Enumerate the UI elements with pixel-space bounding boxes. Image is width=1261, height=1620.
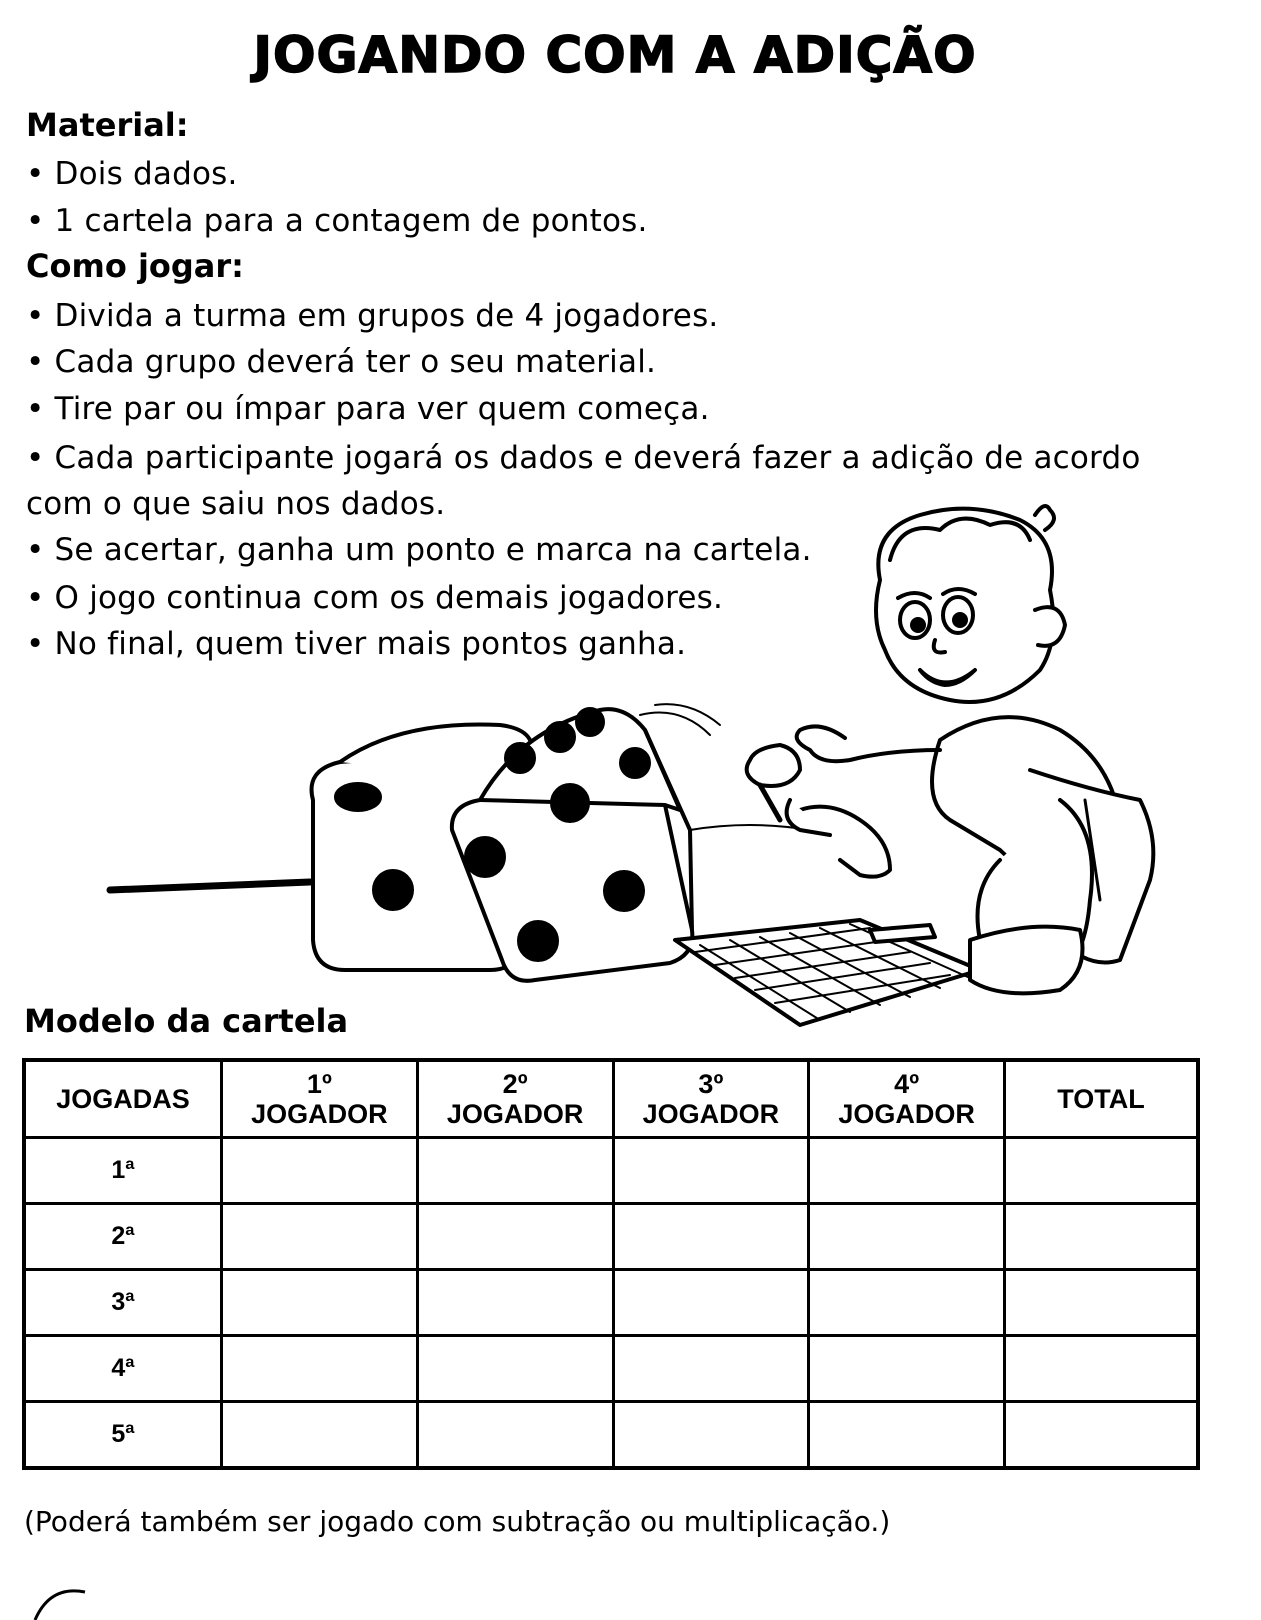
score-cell (417, 1270, 613, 1336)
instruction-item: • Tire par ou ímpar para ver quem começa. (26, 391, 710, 427)
material-heading: Material: (26, 106, 189, 144)
score-cell (417, 1204, 613, 1270)
table-row (24, 1204, 1198, 1270)
table-row (24, 1270, 1198, 1336)
column-header-line2: JOGADOR (251, 1099, 388, 1129)
score-cell (1005, 1270, 1199, 1336)
como-jogar-heading: Como jogar: (26, 247, 244, 285)
score-cell (222, 1402, 418, 1469)
score-cell (417, 1138, 613, 1204)
score-cell (222, 1138, 418, 1204)
boy-rolling-dice-illustration (100, 500, 1200, 1040)
score-cell (1005, 1138, 1199, 1204)
instruction-item: • Cada participante jogará os dados e deverá fazer a adição de acordo com o que saiu nos dados. (26, 440, 1141, 522)
score-cell (613, 1402, 809, 1469)
column-header-line2: TOTAL (1057, 1084, 1145, 1114)
instruction-item: • Se acertar, ganha um ponto e marca na cartela. (26, 532, 812, 568)
column-header-jogadas (24, 1060, 222, 1138)
score-cell (417, 1402, 613, 1469)
row-label: 5ª (24, 1402, 222, 1469)
row-label: 3ª (24, 1270, 222, 1336)
table-row (24, 1402, 1198, 1469)
instruction-item: • No final, quem tiver mais pontos ganha. (26, 626, 687, 662)
row-label: 4ª (24, 1336, 222, 1402)
column-header-line1: 1º (306, 1069, 332, 1099)
score-cell (1005, 1336, 1199, 1402)
column-header-line2: JOGADAS (56, 1084, 190, 1114)
score-cell (1005, 1204, 1199, 1270)
cartela-heading: Modelo da cartela (24, 1002, 349, 1040)
instruction-item: • Divida a turma em grupos de 4 jogadores. (26, 298, 719, 334)
score-card-table (22, 1058, 1200, 1470)
column-header-line2: JOGADOR (838, 1099, 975, 1129)
score-cell (613, 1138, 809, 1204)
table-header-row (24, 1060, 1198, 1138)
score-cell (613, 1270, 809, 1336)
score-cell (417, 1336, 613, 1402)
page-title: JOGANDO COM A ADIÇÃO (253, 26, 977, 84)
score-cell (613, 1336, 809, 1402)
score-cell (809, 1204, 1005, 1270)
column-header-jogador-3 (613, 1060, 809, 1138)
column-header-line1: 3º (698, 1069, 724, 1099)
column-header-total (1005, 1060, 1199, 1138)
column-header-line1: 4º (894, 1069, 920, 1099)
instruction-item: • Cada grupo deverá ter o seu material. (26, 344, 657, 380)
column-header-jogador-2 (417, 1060, 613, 1138)
score-cell (222, 1270, 418, 1336)
score-cell (809, 1336, 1005, 1402)
score-cell (1005, 1402, 1199, 1469)
material-item: • Dois dados. (26, 156, 238, 192)
column-header-jogador-1 (222, 1060, 418, 1138)
score-cell (222, 1204, 418, 1270)
score-cell (809, 1402, 1005, 1469)
table-row (24, 1336, 1198, 1402)
material-item: • 1 cartela para a contagem de pontos. (26, 203, 648, 239)
column-header-line1: 2º (502, 1069, 528, 1099)
row-label: 1ª (24, 1138, 222, 1204)
column-header-jogador-4 (809, 1060, 1005, 1138)
table-row (24, 1138, 1198, 1204)
corner-decoration-icon (30, 1580, 110, 1620)
score-cell (222, 1336, 418, 1402)
column-header-line2: JOGADOR (446, 1099, 584, 1129)
row-label: 2ª (24, 1204, 222, 1270)
column-header-line2: JOGADOR (642, 1099, 780, 1129)
score-cell (613, 1204, 809, 1270)
score-cell (809, 1270, 1005, 1336)
score-cell (809, 1138, 1005, 1204)
instruction-item: • O jogo continua com os demais jogadores. (26, 580, 724, 616)
footnote: (Poderá também ser jogado com subtração ou multiplicação.) (24, 1505, 891, 1538)
